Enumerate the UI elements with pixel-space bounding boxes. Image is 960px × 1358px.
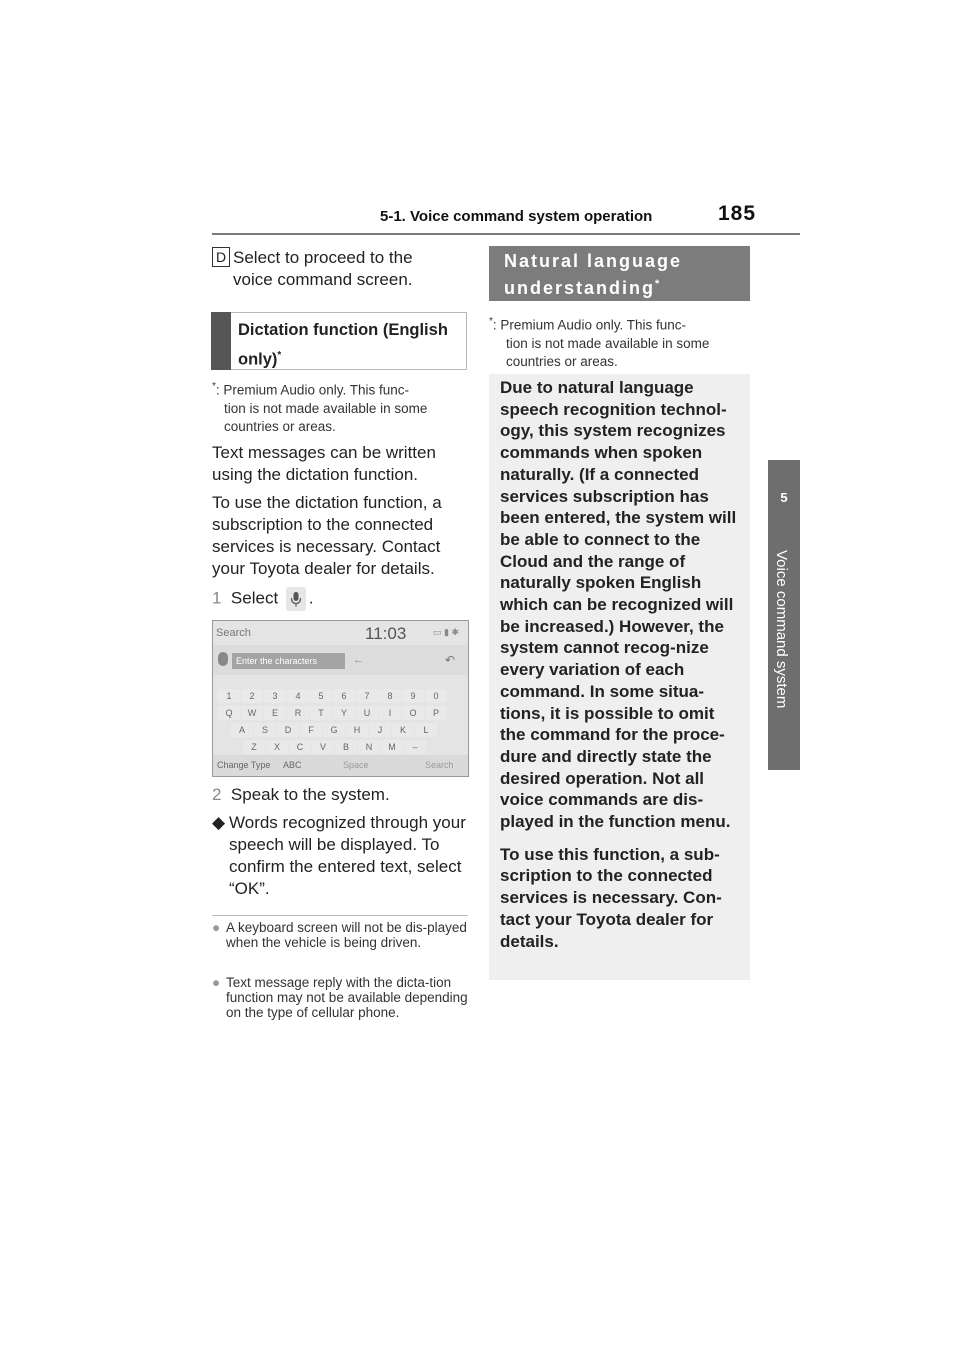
keyboard-key: W (241, 706, 263, 720)
step-2-text: Speak to the system. (230, 785, 390, 804)
note-item (212, 975, 468, 1020)
diamond-bullet-icon: ◆ (212, 813, 226, 832)
microphone-icon (286, 587, 306, 611)
item-badge: D (212, 247, 230, 267)
abc-button: ABC (283, 760, 302, 770)
key-row-qwerty (218, 706, 447, 720)
step-1-period: . (308, 588, 314, 608)
circle-bullet-icon: ● (212, 920, 221, 935)
step-1-text: Select (230, 588, 279, 608)
key-row-zxcv (243, 740, 426, 754)
step-1 (212, 587, 314, 611)
keyboard-key: 8 (379, 689, 401, 703)
dictation-heading-mark: * (277, 350, 282, 361)
backspace-icon: ← (353, 654, 364, 666)
keyboard-key: Z (243, 740, 265, 754)
keyboard-key: O (402, 706, 424, 720)
key-row-asdf (231, 723, 437, 737)
status-icons: ▭ ▮ ✱ (433, 627, 459, 637)
natural-language-paragraph: Due to natural language speech recognition technol-ogy, this system recognizes commands when spoken naturally. (If a connected services subscription has been entered, the system will be able to connect to the Cloud and the range of naturally spoken English which can be recognized will be increased.) However, the system cannot recog-nize every variation of each command. In some situa-tions, it is possible to omit the command for the proce-dure and directly state the desired operation. Not all voice commands are dis-played in the function menu. (500, 378, 737, 832)
note-text: Text message reply with the dicta-tion function may not be available depending on the type of cellular phone. (226, 975, 468, 1020)
keyboard-key: F (300, 723, 322, 737)
keyboard-key: G (323, 723, 345, 737)
section-title: 5-1. Voice command system operation (380, 208, 653, 225)
step-2 (212, 784, 390, 806)
keyboard-key: L (415, 723, 437, 737)
paragraph-subscription: To use the dictation function, a subscription to the connected services is necessary. Contact your Toyota dealer for details. (212, 493, 442, 578)
search-button: Search (425, 760, 454, 770)
note-text: A keyboard screen will not be dis-played when the vehicle is being driven. (226, 920, 467, 950)
footnote-mark: * (212, 381, 216, 392)
change-type-button: Change Type (217, 760, 271, 770)
paragraph-dictation: Text messages can be written using the dictation function. (212, 443, 436, 484)
keyboard-key: 5 (310, 689, 332, 703)
screen-title: Search (216, 627, 251, 639)
bullet-text: Words recognized through your speech will be displayed. To confirm the entered text, select “OK”. (229, 813, 466, 898)
footnote (489, 313, 749, 371)
keyboard-key: D (277, 723, 299, 737)
keyboard-key: A (231, 723, 253, 737)
footnote (212, 378, 467, 436)
natural-language-heading (504, 250, 744, 300)
page-number: 185 (718, 202, 757, 225)
keyboard-key: C (289, 740, 311, 754)
keyboard-key: 3 (264, 689, 286, 703)
keyboard-key: P (425, 706, 447, 720)
note-item (212, 920, 468, 950)
step-1-number: 1 (212, 588, 222, 608)
item-d-text: Select to proceed to the voice command screen. (233, 248, 413, 289)
space-button: Space (343, 760, 369, 770)
keyboard-key: 1 (218, 689, 240, 703)
keyboard-key: N (358, 740, 380, 754)
screen-input-field: Enter the characters (232, 653, 345, 669)
keyboard-key: H (346, 723, 368, 737)
keyboard-key: 4 (287, 689, 309, 703)
keyboard-key: J (369, 723, 391, 737)
dictation-heading-text: Dictation function (English only) (238, 321, 448, 369)
chapter-label: Voice command system (773, 550, 790, 709)
subscription-paragraph: To use this function, a sub-scription to the connected services is necessary. Con-tact your Toyota dealer for details. (500, 844, 722, 951)
chapter-number: 5 (780, 490, 788, 505)
keyboard-key: V (312, 740, 334, 754)
keyboard-key: – (404, 740, 426, 754)
footnote-rest: tion is not made available in some countries or areas. (506, 335, 710, 369)
footnote-mark: * (489, 316, 493, 327)
natural-language-heading-text: Natural language understanding (504, 251, 683, 298)
circle-bullet-icon: ● (212, 975, 221, 990)
keyboard-key: U (356, 706, 378, 720)
return-icon: ↶ (445, 653, 456, 667)
keyboard-key: R (287, 706, 309, 720)
notes-divider (212, 915, 468, 916)
footnote-first: : Premium Audio only. This func- (492, 317, 686, 333)
screen-clock: 11:03 (365, 624, 407, 643)
keyboard-key: 2 (241, 689, 263, 703)
keyboard-key: Y (333, 706, 355, 720)
keyboard-key: S (254, 723, 276, 737)
dictation-heading-bar (211, 312, 231, 370)
keyboard-screenshot (212, 620, 469, 777)
bullet-item (212, 812, 467, 900)
key-row-numbers (218, 689, 447, 703)
keyboard-key: B (335, 740, 357, 754)
keyboard-key: X (266, 740, 288, 754)
header-rule (212, 233, 800, 235)
keyboard-key: 6 (333, 689, 355, 703)
keyboard-key: T (310, 706, 332, 720)
keyboard-key: 0 (425, 689, 447, 703)
keyboard-key: 7 (356, 689, 378, 703)
step-2-number: 2 (212, 785, 222, 804)
footnote-rest: tion is not made available in some countries or areas. (224, 400, 428, 434)
footnote-first: : Premium Audio only. This func- (215, 382, 409, 398)
keyboard-key: Q (218, 706, 240, 720)
dictation-heading (238, 318, 464, 373)
natural-language-heading-mark: * (655, 278, 660, 290)
keyboard-key: I (379, 706, 401, 720)
keyboard-key: K (392, 723, 414, 737)
keyboard-key: M (381, 740, 403, 754)
keyboard-key: E (264, 706, 286, 720)
keyboard-key: 9 (402, 689, 424, 703)
screen-microphone-icon (218, 652, 228, 666)
natural-language-body (500, 377, 744, 963)
